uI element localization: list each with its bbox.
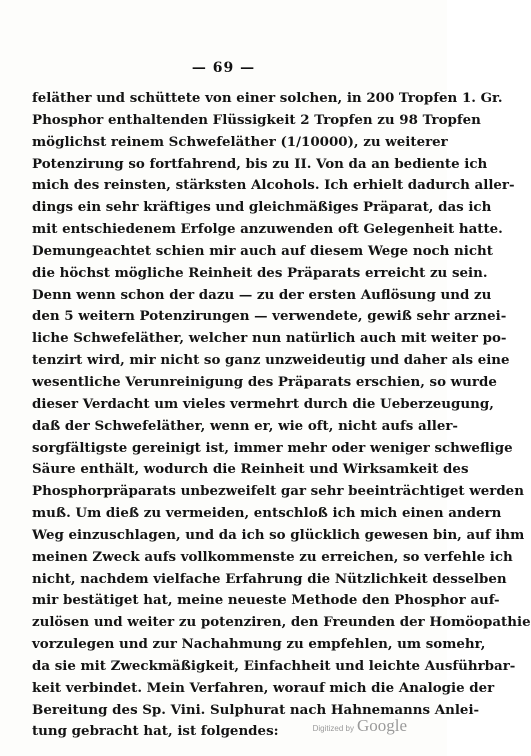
text-line: dings ein sehr kräftiges und gleichmäßiges Präparat, das ich [32,199,492,216]
text-line: daß der Schwefeläther, wenn er, wie oft, nicht aufs aller- [32,417,458,434]
text-line: keit verbindet. Mein Verfahren, worauf mich die Analogie der [32,679,495,696]
text-line: Potenzirung so fortfahrend, bis zu II. Von da an bediente ich [32,155,488,172]
text-line: zulösen und weiter zu potenziren, den Freunden der Homöopathie [32,614,531,631]
text-line: wesentliche Verunreinigung des Präparats erschien, so wurde [32,373,497,390]
text-line: Demungeachtet schien mir auch auf diesem Wege noch nicht [32,242,493,259]
google-logo: Google [356,716,407,735]
text-line: Denn wenn schon der dazu — zu der ersten Auflösung und zu [32,286,492,303]
text-line: die höchst mögliche Reinheit des Präparats erreicht zu sein. [32,264,488,281]
text-line: da sie mit Zweckmäßigkeit, Einfachheit und leichte Ausführbar- [32,657,516,674]
text-line: vorzulegen und zur Nachahmung zu empfehlen, um somehr, [32,636,486,653]
text-line: Bereitung des Sp. Vini. Sulphurat nach Hahnemanns Anlei- [32,701,480,718]
text-line: Weg einzuschlagen, und da ich so glücklich gewesen bin, auf ihm [32,526,525,543]
text-line: mir bestätiget hat, meine neueste Methode den Phosphor auf- [32,592,500,609]
text-line: meinen Zweck aufs vollkommenste zu erreichen, so verfehle ich [32,548,513,565]
text-line: sorgfältigste gereinigt ist, immer mehr oder weniger schweflige [32,439,513,456]
text-line: muß. Um dieß zu vermeiden, entschloß ich mich einen andern [32,505,502,522]
digitized-watermark [313,716,407,736]
text-line: tenzirt wird, mir nicht so ganz unzweideutig und daher als eine [32,352,510,369]
page-number: — 69 — [191,60,256,76]
text-line: möglichst reinem Schwefeläther (1/10000), zu weiterer [32,133,448,150]
text-line: tung gebracht hat, ist folgendes: [32,723,279,740]
text-line: den 5 weitern Potenzirungen — verwendete, gewiß sehr arznei- [32,308,507,325]
text-line: mit entschiedenem Erfolge anzuwenden oft Gelegenheit hatte. [32,221,503,238]
text-line: feläther und schüttete von einer solchen, in 200 Tropfen 1. Gr. [32,90,503,106]
text-line: Säure enthält, wodurch die Reinheit und Wirksamkeit des [32,461,469,478]
text-line: dieser Verdacht um vieles vermehrt durch die Ueberzeugung, [32,395,494,412]
text-line: nicht, nachdem vielfache Erfahrung die Nützlichkeit desselben [32,570,507,587]
text-line: mich des reinsten, stärksten Alcohols. Ich erhielt dadurch aller- [32,177,515,194]
watermark-prefix: Digitized by [312,724,354,733]
body-text [32,88,531,743]
text-line: Phosphor enthaltenden Flüssigkeit 2 Tropfen zu 98 Tropfen [32,111,481,128]
text-line: liche Schwefeläther, welcher nun natürlich auch mit weiter po- [32,330,507,347]
text-line: Phosphorpräparats unbezweifelt gar sehr beeinträchtiget werden [32,483,524,500]
